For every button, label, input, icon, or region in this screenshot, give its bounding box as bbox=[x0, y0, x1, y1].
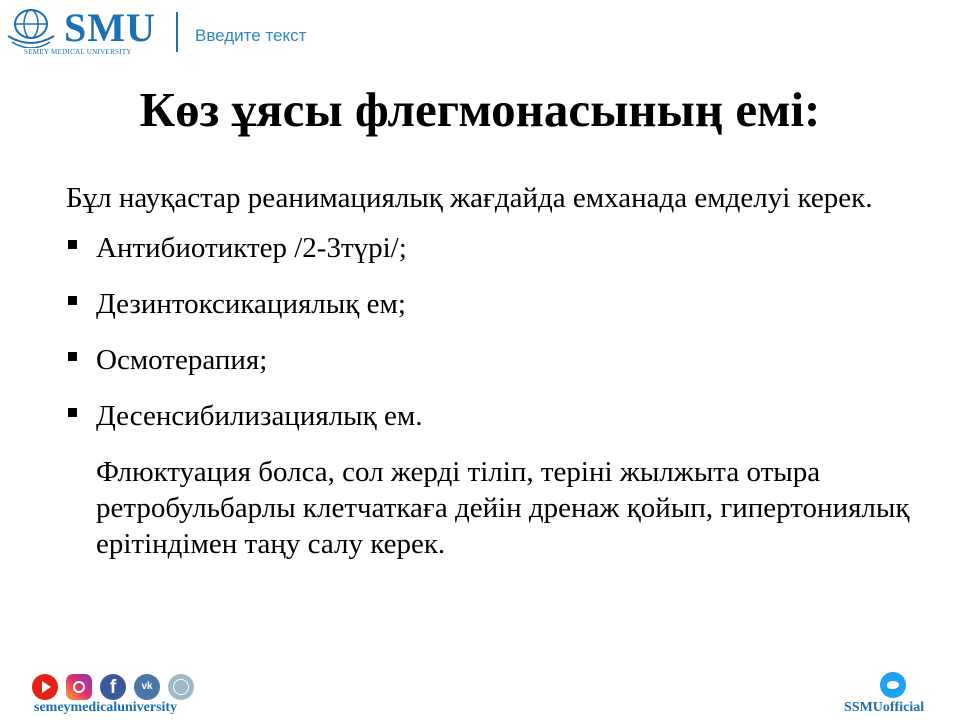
slide-title: Көз ұясы флегмонасының емі: bbox=[139, 82, 821, 137]
instagram-icon[interactable] bbox=[66, 674, 92, 700]
list-item bbox=[66, 342, 926, 378]
square-bullet-icon bbox=[68, 408, 77, 417]
youtube-icon[interactable] bbox=[32, 674, 58, 700]
intro-text: Бұл науқастар реанимациялық жағдайда емханада емделуі керек. bbox=[66, 182, 873, 214]
slide-header bbox=[0, 0, 960, 64]
logo-subtitle: SEMEY MEDICAL UNIVERSITY bbox=[24, 48, 132, 56]
list-item-text: Дезинтоксикациялық ем; bbox=[96, 288, 406, 320]
slide-body bbox=[66, 180, 926, 562]
square-bullet-icon bbox=[68, 296, 77, 305]
twitter-handle[interactable]: SSMUofficial bbox=[844, 700, 925, 715]
list-item-text: Антибиотиктер /2-3түрі/; bbox=[96, 232, 407, 264]
smu-logo bbox=[4, 6, 164, 58]
square-bullet-icon bbox=[68, 352, 77, 361]
globe-logo-icon bbox=[4, 6, 58, 48]
list-item-text: Десенсибилизациялық ем. bbox=[96, 400, 423, 432]
logo-wordmark: SMU bbox=[64, 5, 156, 50]
website-icon[interactable] bbox=[168, 674, 194, 700]
header-divider bbox=[176, 12, 178, 52]
facebook-icon[interactable]: f bbox=[100, 674, 126, 700]
list-item bbox=[66, 398, 926, 434]
treatment-list bbox=[66, 230, 926, 434]
list-item bbox=[66, 230, 926, 266]
note-text: Флюктуация болса, сол жерді тіліп, теріні жылжыта отыра ретробульбарлы клетчаткаға дейін дренаж қойып, гипертониялық ерітіндімен таңу салу керек. bbox=[96, 456, 910, 560]
list-item-text: Осмотерапия; bbox=[96, 344, 268, 376]
square-bullet-icon bbox=[68, 240, 77, 249]
vk-icon[interactable]: vk bbox=[134, 674, 160, 700]
social-handle[interactable]: semeymedicaluniversity bbox=[34, 700, 178, 715]
list-item bbox=[66, 286, 926, 322]
twitter-icon[interactable] bbox=[880, 672, 906, 698]
social-links bbox=[30, 670, 210, 716]
header-placeholder-text[interactable]: Введите текст bbox=[195, 26, 307, 45]
